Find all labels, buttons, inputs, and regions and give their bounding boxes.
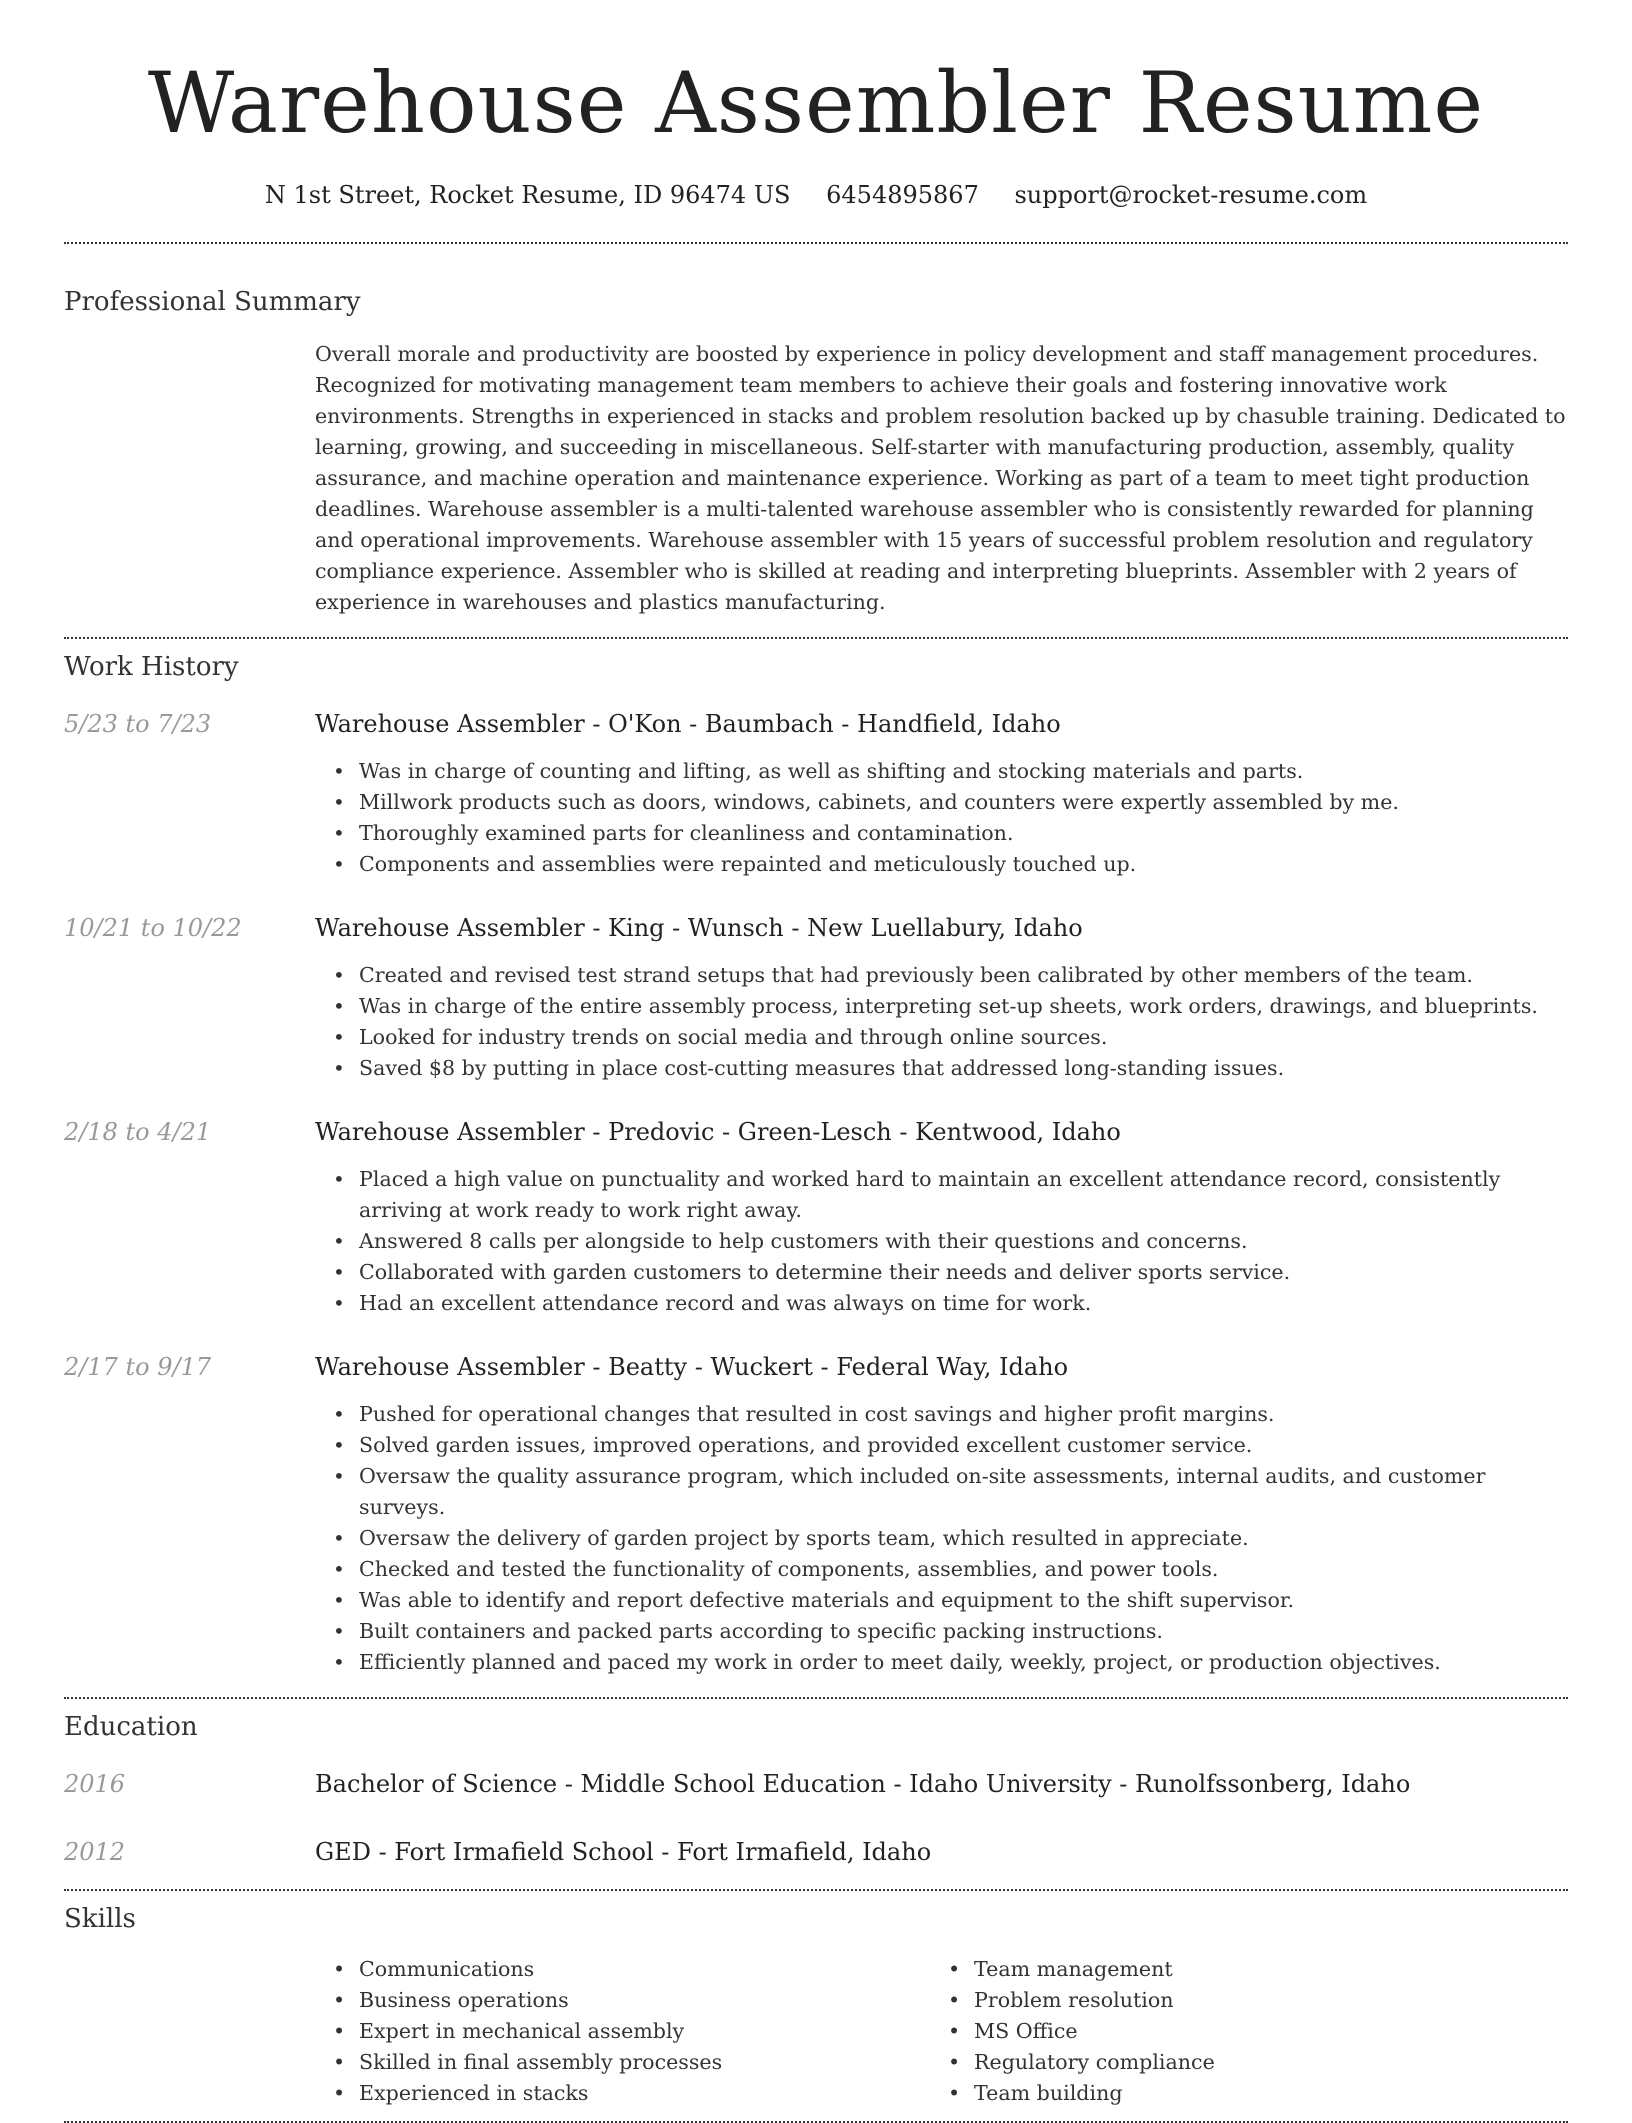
job-entry <box>64 707 1568 880</box>
job-bullets <box>64 960 1568 1084</box>
skill-item: • Business operations <box>359 1985 722 2016</box>
job-title: Warehouse Assembler - King - Wunsch - New Luellabury, Idaho <box>315 914 1083 942</box>
list-item: • Had an excellent attendance record and was always on time for work. <box>359 1288 1568 1319</box>
education-entry <box>64 1835 1568 1869</box>
skill-item: • MS Office <box>974 2016 1215 2047</box>
list-item: • Solved garden issues, improved operations, and provided excellent customer service. <box>359 1430 1568 1461</box>
education-degree: GED - Fort Irmafield School - Fort Irmafield, Idaho <box>315 1838 932 1866</box>
education-degree: Bachelor of Science - Middle School Education - Idaho University - Runolfssonberg, Idaho <box>315 1770 1411 1798</box>
job-title: Warehouse Assembler - Beatty - Wuckert - Federal Way, Idaho <box>315 1353 1069 1381</box>
skills-column-right <box>974 1954 1215 2109</box>
job-bullets <box>64 756 1568 880</box>
education-entry <box>64 1767 1568 1801</box>
list-item: • Answered 8 calls per alongside to help customers with their questions and concerns. <box>359 1226 1568 1257</box>
job-dates: 2/17 to 9/17 <box>64 1353 212 1381</box>
job-entry <box>64 1115 1568 1319</box>
list-item: • Was able to identify and report defective materials and equipment to the shift supervisor. <box>359 1585 1568 1616</box>
skill-item: • Regulatory compliance <box>974 2047 1215 2078</box>
job-entry <box>64 911 1568 1084</box>
skills-column-left <box>359 1954 722 2109</box>
skills-list <box>359 1954 1568 2109</box>
divider <box>64 242 1568 244</box>
list-item: • Was in charge of the entire assembly process, interpreting set-up sheets, work orders, drawings, and blueprints. <box>359 991 1568 1022</box>
education-year: 2016 <box>64 1770 126 1798</box>
job-bullets <box>64 1399 1568 1678</box>
job-dates: 2/18 to 4/21 <box>64 1118 212 1146</box>
job-entry <box>64 1350 1568 1678</box>
job-dates: 5/23 to 7/23 <box>64 710 212 738</box>
contact-address: N 1st Street, Rocket Resume, ID 96474 US <box>264 181 791 209</box>
divider <box>64 1697 1568 1699</box>
section-title-skills: Skills <box>64 1904 136 1934</box>
job-title: Warehouse Assembler - O'Kon - Baumbach - Handfield, Idaho <box>315 710 1061 738</box>
list-item: • Pushed for operational changes that resulted in cost savings and higher profit margins. <box>359 1399 1568 1430</box>
list-item: • Efficiently planned and paced my work in order to meet daily, weekly, project, or production objectives. <box>359 1647 1568 1678</box>
list-item: • Oversaw the delivery of garden project by sports team, which resulted in appreciate. <box>359 1523 1568 1554</box>
list-item: • Placed a high value on punctuality and worked hard to maintain an excellent attendance record, consistently arriving at work ready to work right away. <box>359 1164 1568 1226</box>
job-title: Warehouse Assembler - Predovic - Green-Lesch - Kentwood, Idaho <box>315 1118 1121 1146</box>
skill-item: • Skilled in final assembly processes <box>359 2047 722 2078</box>
skill-item: • Team management <box>974 1954 1215 1985</box>
education-year: 2012 <box>64 1838 126 1866</box>
list-item: • Millwork products such as doors, windows, cabinets, and counters were expertly assembled by me. <box>359 787 1568 818</box>
contact-line <box>64 178 1568 212</box>
section-title-education: Education <box>64 1712 198 1742</box>
job-dates: 10/21 to 10/22 <box>64 914 242 942</box>
list-item: • Saved $8 by putting in place cost-cutting measures that addressed long-standing issues. <box>359 1053 1568 1084</box>
list-item: • Checked and tested the functionality of components, assemblies, and power tools. <box>359 1554 1568 1585</box>
list-item: • Collaborated with garden customers to determine their needs and deliver sports service. <box>359 1257 1568 1288</box>
section-title-work-history: Work History <box>64 652 239 682</box>
skill-item: • Communications <box>359 1954 722 1985</box>
list-item: • Thoroughly examined parts for cleanliness and contamination. <box>359 818 1568 849</box>
contact-email: support@rocket-resume.com <box>1014 181 1368 209</box>
list-item: • Components and assemblies were repainted and meticulously touched up. <box>359 849 1568 880</box>
skill-item: • Expert in mechanical assembly <box>359 2016 722 2047</box>
divider <box>64 1889 1568 1891</box>
skill-item: • Team building <box>974 2078 1215 2109</box>
resume-title: Warehouse Assembler Resume <box>147 54 1485 152</box>
summary-text: Overall morale and productivity are boosted by experience in policy development and staff management procedures. Recognized for motivating management team members to achieve their goals and fostering innovative work environments. Strengths in experienced in stacks and problem resolution backed up by chasuble training. Dedicated to learning, growing, and succeeding in miscellaneous. Self-starter with manufacturing production, assembly, quality assurance, and machine operation and maintenance experience. Working as part of a team to meet tight production deadlines. Warehouse assembler is a multi-talented warehouse assembler who is consistently rewarded for planning and operational improvements. Warehouse assembler with 15 years of successful problem resolution and regulatory compliance experience. Assembler who is skilled at reading and interpreting blueprints. Assembler with 2 years of experience in warehouses and plastics manufacturing. <box>315 342 1566 614</box>
resume-page <box>64 0 1568 2123</box>
list-item: • Oversaw the quality assurance program, which included on-site assessments, internal audits, and customer surveys. <box>359 1461 1568 1523</box>
skill-item: • Problem resolution <box>974 1985 1215 2016</box>
list-item: • Looked for industry trends on social media and through online sources. <box>359 1022 1568 1053</box>
list-item: • Created and revised test strand setups that had previously been calibrated by other members of the team. <box>359 960 1568 991</box>
skill-item: • Experienced in stacks <box>359 2078 722 2109</box>
list-item: • Was in charge of counting and lifting, as well as shifting and stocking materials and parts. <box>359 756 1568 787</box>
section-title-summary: Professional Summary <box>64 287 361 317</box>
contact-phone: 6454895867 <box>826 181 979 209</box>
list-item: • Built containers and packed parts according to specific packing instructions. <box>359 1616 1568 1647</box>
divider <box>64 637 1568 639</box>
job-bullets <box>64 1164 1568 1319</box>
